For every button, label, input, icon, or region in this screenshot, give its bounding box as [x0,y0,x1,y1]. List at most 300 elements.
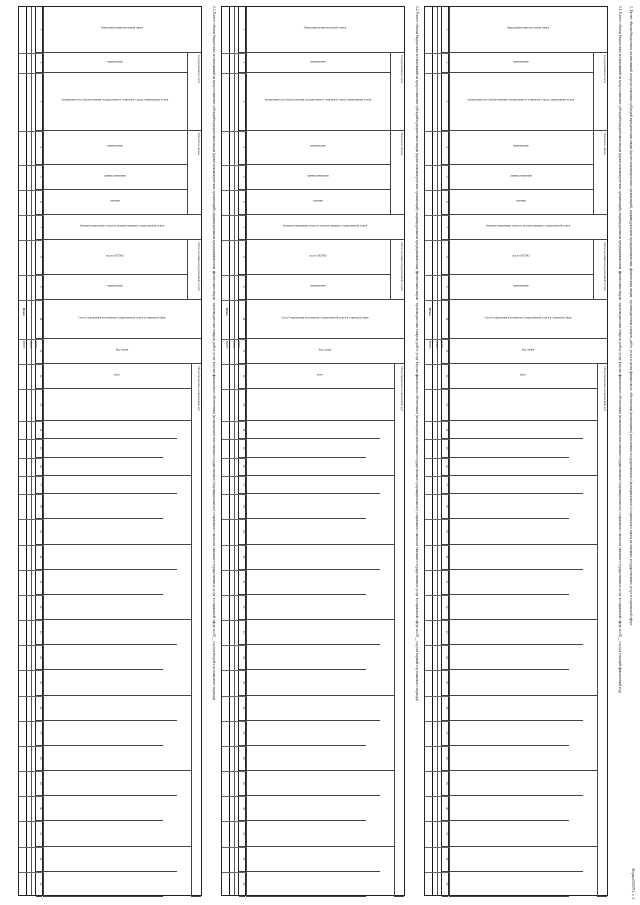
column-rule [425,570,449,571]
column-number: 28 [36,746,42,771]
column-rule [222,595,246,596]
column-rule [425,746,449,747]
column-rule [425,796,449,797]
header-obem-subcol [246,746,394,771]
column-rule [19,696,43,697]
header-usluga-naim-text: наименование [513,60,530,64]
column-rule [19,421,43,422]
column-rule [425,131,449,132]
column-number: 24 [239,645,245,670]
column-rule [19,439,43,440]
header-gos-usluga-text: Государственная услуга [603,54,606,84]
column-number: 32 [36,847,42,872]
header-usluga-sposob-text: направления (способы) исполнения государственного социального заказа, наименование услуги [62,99,169,103]
column-rule [19,131,43,132]
column-number: 10 [442,300,448,339]
column-rule [222,215,246,216]
column-rule [425,421,449,422]
total-code: 900000 [22,340,26,349]
column-number: 32 [442,847,448,872]
header-obem-subcol [449,847,583,872]
column-number: 10 [239,300,245,339]
column-number: 15 [239,439,245,457]
budget-table-2-2 [221,6,405,896]
header-obem-subcol [43,595,191,620]
column-number: 32 [239,847,245,872]
header-pokazatel-text: Показатель объема [197,132,200,156]
total-row [20,7,27,895]
header-normativ-text: Значение нормативных затрат на оказание единицы государственной услуги [283,224,368,228]
header-obem-subcol [43,821,191,846]
header-usluga-sposob-text: направления (способы) исполнения государственного социального заказа, наименование услуги [265,99,372,103]
header-obem-subcol [43,645,163,670]
header-pokazatel-ed-text: единица измерения [307,174,330,178]
column-rule [222,476,246,477]
column-rule [19,595,43,596]
header-obem-subcol [449,458,597,476]
column-rule [19,746,43,747]
total-label: Итого [225,307,229,316]
header-mesto-naim-text: наименование [513,284,530,288]
header-kod-stroki-text: Код строки [116,348,129,352]
header-obem-subcol [246,696,380,721]
column-number: 2 [36,53,42,74]
header-obem-subcol [449,821,597,846]
column-rule [222,570,246,571]
header-gos-usluga-text: Государственная услуга [400,54,403,84]
header-pokazatel-znach-text: значение [110,199,121,203]
row-code: 000002 [29,340,32,349]
column-number: 33 [442,872,448,897]
header-kod-stroki [449,339,607,364]
column-number: 5 [36,165,42,190]
header-obem-subcol [449,545,583,570]
column-number: 11 [36,339,42,364]
column-number: 6 [239,190,245,215]
column-number: 28 [442,746,448,771]
column-rule [222,494,246,495]
header-obem-text: Объем бюджетных ассигнований, руб [197,365,200,411]
header-mesto-text: Место оказания государственной услуги [197,242,200,291]
budget-table-2-3 [18,6,202,896]
row-code: 000002 [232,340,235,349]
column-number: 10 [36,300,42,339]
column-rule [19,796,43,797]
header-obem-subcol [246,670,394,695]
header-mesto-text: Место оказания государственной услуги [603,242,606,291]
header-usluga-sposob [43,73,187,130]
header-pokazatel-naim [246,131,390,165]
header-obem-subcol [246,421,380,439]
column-number: 29 [36,771,42,796]
table-title-2-3: 2.3. Расчет объема бюджетных ассигнований на предоставление субсидий юридическим лицам (кроме некоммерческих организаций), индивидуальным предпринимателям, физическим лицам - производителям товаров, работ, услуг в целях финансового обеспечения (возмещения) исполнения государственного (муниципального) социального заказа на оказание государственных услуг в социальной сфере на 20__ год (на второй год планового периода) [212,6,216,701]
column-number: 12 [442,364,448,389]
header-pokazatel-ed-text: единица измерения [104,174,127,178]
column-number: 13 [36,389,42,421]
column-rule [425,165,449,166]
column-number: 1 [36,7,42,53]
header-usluga-naim-text: наименование [107,60,124,64]
header-obem-subcol [43,721,163,746]
column-number: 6 [442,190,448,215]
column-number: 23 [239,620,245,645]
budget-table-2-1 [424,6,608,896]
header-usluga-naim-text: наименование [310,60,327,64]
column-number: 6 [36,190,42,215]
column-number: 13 [239,389,245,421]
column-number: 30 [442,796,448,821]
column-number: 23 [442,620,448,645]
column-rule [222,771,246,772]
column-rule [425,439,449,440]
header-unique-number [43,7,201,53]
header-kod-stroki-text: Код строки [522,348,535,352]
column-number: 8 [239,240,245,274]
header-obem-subcol [449,389,597,421]
header-usluga-naim [449,53,593,74]
column-rule [19,721,43,722]
column-rule [425,771,449,772]
column-rule [19,645,43,646]
column-rule [425,545,449,546]
column-number: 17 [36,476,42,494]
header-obem-subcol [449,519,597,544]
column-rule [19,389,43,390]
header-obem-subcol [449,439,569,457]
column-number: 22 [239,595,245,620]
header-vsego-text: всего [520,373,527,377]
column-number: 12 [36,364,42,389]
header-oktmo [449,240,593,274]
header-obem-subcol [43,771,177,796]
column-number: 21 [239,570,245,595]
column-number: 2 [442,53,448,74]
column-rule [19,53,43,54]
column-rule [19,519,43,520]
column-number: 4 [36,131,42,165]
header-pokazatel-znach [246,190,390,215]
header-obem-subcol [43,389,191,421]
column-number: 16 [36,458,42,476]
header-obem-subcol [246,821,394,846]
column-rule [425,494,449,495]
header-mesto [390,240,404,299]
column-number: 31 [36,821,42,846]
column-rule [222,300,246,301]
column-rule [19,339,43,340]
column-number: 7 [36,215,42,240]
column-rule [222,339,246,340]
header-sposob-okaz-text: Способ определения исполнителя государственной услуги в социальной сфере [78,316,167,320]
column-rule [425,847,449,848]
header-obem-subcol [246,872,366,897]
header-obem-subcol [43,847,177,872]
header-obem-subcol [449,796,569,821]
header-obem-subcol [246,620,380,645]
header-vsego [449,364,597,389]
column-number: 24 [36,645,42,670]
header-pokazatel-naim-text: наименование [310,144,327,148]
header-obem-text: Объем бюджетных ассигнований, руб [400,365,403,411]
column-number: 19 [442,519,448,544]
column-number: 11 [239,339,245,364]
column-rule [425,872,449,873]
header-unique-number-text: Уникальный номер реестровой записи [101,26,144,30]
column-rule [425,821,449,822]
column-number: 13 [442,389,448,421]
header-obem-subcol [246,847,380,872]
header-pokazatel-naim [43,131,187,165]
column-number: 3 [239,73,245,130]
header-vsego [246,364,394,389]
header-obem-subcol [246,570,366,595]
column-number: 26 [36,696,42,721]
column-rule [222,458,246,459]
column-number: 14 [239,421,245,439]
header-sposob-okaz-text: Способ определения исполнителя государственной услуги в социальной сфере [281,316,370,320]
column-rule [425,389,449,390]
column-number: 16 [442,458,448,476]
section-title: 2. Расчет объема бюджетных ассигнований на предоставление субсидий юридическим лицам (кроме некоммерческих организаций), индивидуальным предпринимателям, физическим лицам - производителям товаров, работ, услуг в целях финансового обеспечения (возмещения) исполнения государственного (муниципального) социального заказа на оказание государственных услуг в социальной сфере [629,6,633,626]
header-pokazatel-ed [449,165,593,190]
column-number: 2 [239,53,245,74]
header-usluga-naim [43,53,187,74]
column-number: 18 [442,494,448,519]
column-rule [222,165,246,166]
column-rule [19,821,43,822]
column-number: 29 [239,771,245,796]
header-obem-subcol [43,670,191,695]
header-obem-subcol [43,458,191,476]
header-normativ [43,215,201,240]
header-obem-subcol [43,421,177,439]
column-number: 19 [239,519,245,544]
column-rule [425,595,449,596]
column-rule [19,570,43,571]
column-rule [19,872,43,873]
header-mesto-naim-text: наименование [107,284,124,288]
column-rule [222,73,246,74]
column-number: 26 [442,696,448,721]
column-number: 4 [239,131,245,165]
header-pokazatel-znach-text: значение [516,199,527,203]
header-oktmo-text: код по ОКТМО [513,254,530,258]
column-rule [425,300,449,301]
column-rule [222,746,246,747]
header-pokazatel-znach [449,190,593,215]
column-rule [222,796,246,797]
column-number: 25 [239,670,245,695]
column-rule [222,696,246,697]
column-number: 15 [36,439,42,457]
column-rule [19,73,43,74]
column-number: 23 [36,620,42,645]
column-number: 24 [442,645,448,670]
column-number: 33 [239,872,245,897]
header-mesto [187,240,201,299]
header-gos-usluga [187,53,201,131]
column-number: 31 [442,821,448,846]
column-rule [425,696,449,697]
column-rule [222,620,246,621]
header-pokazatel-znach-text: значение [313,199,324,203]
header-obem-subcol [43,696,177,721]
column-number: 15 [442,439,448,457]
header-pokazatel [187,131,201,216]
column-number: 8 [36,240,42,274]
column-rule [222,721,246,722]
column-rule [222,240,246,241]
column-number: 11 [442,339,448,364]
column-number: 4 [442,131,448,165]
column-number: 33 [36,872,42,897]
header-sposob-okaz [246,300,404,339]
column-number: 26 [239,696,245,721]
column-number: 9 [36,275,42,300]
column-number: 12 [239,364,245,389]
column-number: 18 [239,494,245,519]
header-obem-subcol [449,670,597,695]
header-obem-text: Объем бюджетных ассигнований, руб [603,365,606,411]
column-number: 14 [442,421,448,439]
header-pokazatel-ed-text: единица измерения [510,174,533,178]
row-code: 000002 [435,340,438,349]
header-obem-subcol [246,645,366,670]
column-rule [19,670,43,671]
column-rule [222,821,246,822]
column-number: 29 [442,771,448,796]
header-usluga-sposob [449,73,593,130]
column-number: 9 [442,275,448,300]
header-obem-subcol [246,389,394,421]
column-rule [425,645,449,646]
row-code: 000001 [440,340,443,349]
header-pokazatel-naim [449,131,593,165]
header-obem-subcol [246,595,394,620]
header-normativ [449,215,607,240]
column-number: 19 [36,519,42,544]
header-unique-number [449,7,607,53]
header-oktmo [43,240,187,274]
header-obem-subcol [43,545,177,570]
header-obem-subcol [449,645,569,670]
header-obem-subcol [43,746,191,771]
column-rule [425,620,449,621]
header-mesto-text: Место оказания государственной услуги [400,242,403,291]
column-rule [425,275,449,276]
table-title-2-2: 2.2. Расчет объема бюджетных ассигнований на предоставление субсидий юридическим лицам (кроме некоммерческих организаций), индивидуальным предпринимателям, физическим лицам - производителям товаров, работ, услуг в целях финансового обеспечения (возмещения) исполнения государственного (муниципального) социального заказа на оказание государственных услуг в социальной сфере на 20__ год (на первый год планового периода) [415,6,419,702]
column-rule [19,847,43,848]
header-gos-usluga [593,53,607,131]
column-number: 21 [36,570,42,595]
header-obem-subcol [246,458,394,476]
total-code: 900000 [225,340,229,349]
total-label: Итого [22,307,26,316]
column-number: 27 [239,721,245,746]
header-obem [191,364,201,897]
header-normativ [246,215,404,240]
column-rule [19,215,43,216]
header-obem-subcol [449,771,583,796]
column-rule [222,545,246,546]
column-number: 20 [36,545,42,570]
header-unique-number [246,7,404,53]
column-rule [222,389,246,390]
column-rule [222,645,246,646]
header-sposob-okaz-text: Способ определения исполнителя государственной услуги в социальной сфере [484,316,573,320]
column-rule [425,519,449,520]
header-obem-subcol [246,476,380,494]
column-number: 17 [239,476,245,494]
header-mesto-naim-text: наименование [310,284,327,288]
header-obem-subcol [449,595,597,620]
column-rule [19,494,43,495]
column-rule [222,519,246,520]
header-oktmo [246,240,390,274]
header-usluga-naim [246,53,390,74]
column-number: 18 [36,494,42,519]
column-number: 20 [239,545,245,570]
column-rule [222,872,246,873]
header-unique-number-text: Уникальный номер реестровой записи [304,26,347,30]
header-sposob-okaz [449,300,607,339]
header-pokazatel-naim-text: наименование [513,144,530,148]
column-rule [425,215,449,216]
header-obem-subcol [43,872,163,897]
header-kod-stroki [246,339,404,364]
form-code: Форма 0505791, с. 2 [631,868,635,899]
column-number: 20 [442,545,448,570]
column-rule [425,670,449,671]
column-rule [425,190,449,191]
column-rule [222,439,246,440]
column-number: 5 [442,165,448,190]
column-rule [222,670,246,671]
header-vsego-text: всего [114,373,121,377]
column-rule [19,300,43,301]
column-rule [425,73,449,74]
column-rule [19,476,43,477]
column-rule [425,476,449,477]
column-number: 17 [442,476,448,494]
header-obem-subcol [246,519,394,544]
header-vsego-text: всего [317,373,324,377]
header-obem-subcol [449,421,583,439]
column-number: 9 [239,275,245,300]
column-rule [425,53,449,54]
header-usluga-sposob [246,73,390,130]
header-obem-subcol [449,746,597,771]
column-number: 25 [442,670,448,695]
column-number: 22 [36,595,42,620]
header-obem-subcol [246,545,380,570]
header-obem-subcol [449,570,569,595]
column-rule [425,364,449,365]
column-number: 30 [36,796,42,821]
table-title-2-1: 2.1. Расчет объема бюджетных ассигнований на предоставление субсидий юридическим лицам (кроме некоммерческих организаций), индивидуальным предпринимателям, физическим лицам - производителям товаров, работ, услуг в целях финансового обеспечения (возмещения) исполнения государственного (муниципального) социального заказа на оказание государственных услуг в социальной сфере на 20__ год (на текущий финансовый год) [618,6,622,694]
column-rule [19,458,43,459]
header-obem-subcol [43,494,163,519]
header-sposob-okaz [43,300,201,339]
column-rule [425,339,449,340]
header-obem-subcol [449,620,583,645]
column-rule [222,53,246,54]
total-label: Итого [428,307,432,316]
header-obem-subcol [449,696,583,721]
header-obem-subcol [43,620,177,645]
header-gos-usluga [390,53,404,131]
header-obem-subcol [246,771,380,796]
